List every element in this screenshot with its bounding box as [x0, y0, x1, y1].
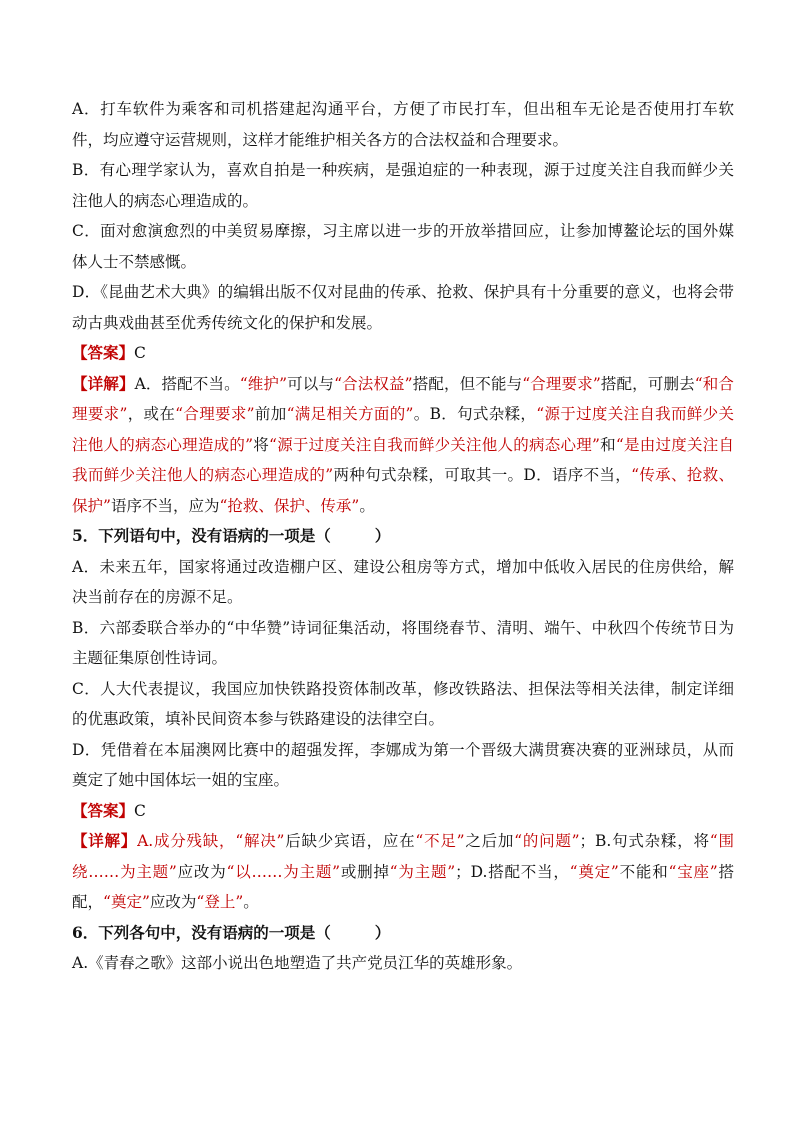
detail-segment: 。 — [359, 496, 375, 515]
detail-text — [72, 375, 734, 515]
q6-option-a: A.《青春之歌》这部小说出色地塑造了共产党员江华的英雄形象。 — [72, 954, 523, 972]
q6-stem-end: ） — [374, 922, 391, 942]
detail-segment: 搭配， — [72, 862, 734, 911]
highlighted-text: “传承、抢救、保护” — [72, 466, 734, 515]
highlighted-text: “奠定” — [103, 893, 150, 911]
highlighted-text: “满足相关方面的” — [286, 405, 414, 423]
detail-segment: A．搭配不当。 — [134, 374, 240, 393]
detail-segment: 两种句式杂糅，可取其一。D．语序不当， — [333, 466, 632, 484]
highlighted-text: “奠定” — [569, 862, 619, 881]
highlighted-text: “的问题” — [514, 832, 580, 850]
detail-segment: 前加 — [254, 405, 287, 423]
q4-answer — [72, 338, 734, 369]
highlighted-text: “合法权益” — [334, 374, 413, 393]
highlighted-text: “宝座” — [668, 862, 718, 881]
q5-option-b: B．六部委联合举办的“中华赞”诗词征集活动，将围绕春节、清明、端午、中秋四个传统节日为主题征集原创性诗词。 — [72, 618, 734, 667]
q4-detail — [72, 369, 734, 522]
detail-segment: 。B．句式杂糅， — [413, 405, 537, 423]
detail-segment: 语序不当，应为 — [110, 496, 220, 515]
q5-option-c: C．人大代表提议，我国应加快铁路投资体制改革，修改铁路法、担保法等相关法律，制定详细的优惠政策，填补民间资本参与铁路建设的法律空白。 — [72, 679, 734, 728]
q4-option-c: C．面对愈演愈烈的中美贸易摩擦，习主席以进一步的开放举措回应，让参加博鳌论坛的国外媒体人士不禁感慨。 — [72, 222, 734, 271]
detail-segment: ；B.句式杂糅，将 — [579, 832, 710, 850]
q4-option-b: B．有心理学家认为，喜欢自拍是一种疾病，是强迫症的一种表现，源于过度关注自我而鲜少关注他人的病态心理造成的。 — [72, 161, 734, 210]
detail-segment: 后缺少宾语，应在 — [284, 832, 416, 850]
q5-stem-text: 5．下列语句中，没有语病的一项是（ — [72, 526, 331, 545]
highlighted-text: “合理要求” — [522, 374, 601, 393]
q5-option-a: A．未来五年，国家将通过改造棚户区、建设公租房等方式，增加中低收入居民的住房供给，解决当前存在的房源不足。 — [72, 557, 734, 606]
detail-segment: 不能和 — [618, 862, 669, 881]
detail-tag: 【详解】 — [72, 831, 138, 850]
detail-tag: 【详解】 — [72, 373, 135, 393]
q6-stem-text: 6．下列各句中，没有语病的一项是（ — [72, 922, 331, 942]
highlighted-text: “维护” — [239, 374, 287, 393]
q5-option-d: D．凭借着在本届澳网比赛中的超强发挥，李娜成为第一个晋级大满贯赛决赛的亚洲球员，从而奠定了她中国体坛一姐的宝座。 — [72, 740, 734, 789]
q5-stem-end: ） — [374, 526, 391, 545]
q4-option-d: D．《昆曲艺术大典》的编辑出版不仅对昆曲的传承、抢救、保护具有十分重要的意义，也将会带动古典戏曲甚至优秀传统文化的保护和发展。 — [72, 283, 734, 332]
q5-answer — [72, 796, 734, 827]
highlighted-text: “为主题” — [389, 862, 456, 881]
q4-option-a: A．打车软件为乘客和司机搭建起沟通平台，方便了市民打车，但出租车无论是否使用打车软件，均应遵守运营规则，这样才能维护相关各方的合法权益和合理要求。 — [72, 100, 734, 149]
detail-segment: 和 — [599, 435, 616, 454]
answer-tag: 【答案】 — [72, 800, 135, 820]
detail-segment: 之后加 — [464, 832, 515, 850]
detail-segment: ；D.搭配不当， — [455, 862, 570, 881]
detail-segment: 应改为 — [149, 893, 197, 911]
detail-text — [72, 832, 734, 911]
highlighted-text: “合理要求” — [175, 405, 255, 423]
detail-segment: ，或在 — [127, 405, 176, 423]
highlighted-text: “解决” — [235, 832, 285, 850]
detail-segment: 可以与 — [287, 374, 335, 393]
highlighted-text: “是由过度关注自我而鲜少关注他人的病态心理造成的” — [72, 435, 734, 484]
answer-value: C — [134, 344, 146, 362]
q6-stem — [72, 918, 734, 949]
highlighted-text: “源于过度关注自我而鲜少关注他人的病态心理” — [269, 435, 600, 454]
highlighted-text: A.成分残缺， — [137, 832, 236, 850]
detail-segment: 搭配，但不能与 — [412, 374, 523, 393]
detail-segment: 搭配，可删去 — [600, 374, 695, 393]
answer-tag: 【答案】 — [72, 343, 135, 362]
highlighted-text: “抢救、保护、传承” — [219, 496, 360, 515]
answer-value: C — [134, 801, 146, 820]
q5-detail — [72, 826, 734, 918]
highlighted-text: “围绕……为主题” — [72, 832, 734, 881]
q5-stem — [72, 521, 734, 552]
detail-segment: 应改为 — [176, 862, 227, 881]
highlighted-text: “源于过度关注自我而鲜少关注他人的病态心理造成的” — [72, 405, 734, 454]
highlighted-text: “和合理要求” — [72, 374, 734, 423]
highlighted-text: “不足” — [415, 832, 465, 850]
highlighted-text: “以……为主题” — [226, 862, 341, 881]
highlighted-text: “登上” — [196, 893, 244, 911]
detail-segment: 将 — [253, 435, 270, 454]
detail-segment: 或删掉 — [340, 862, 390, 881]
detail-segment: 。 — [243, 893, 259, 911]
